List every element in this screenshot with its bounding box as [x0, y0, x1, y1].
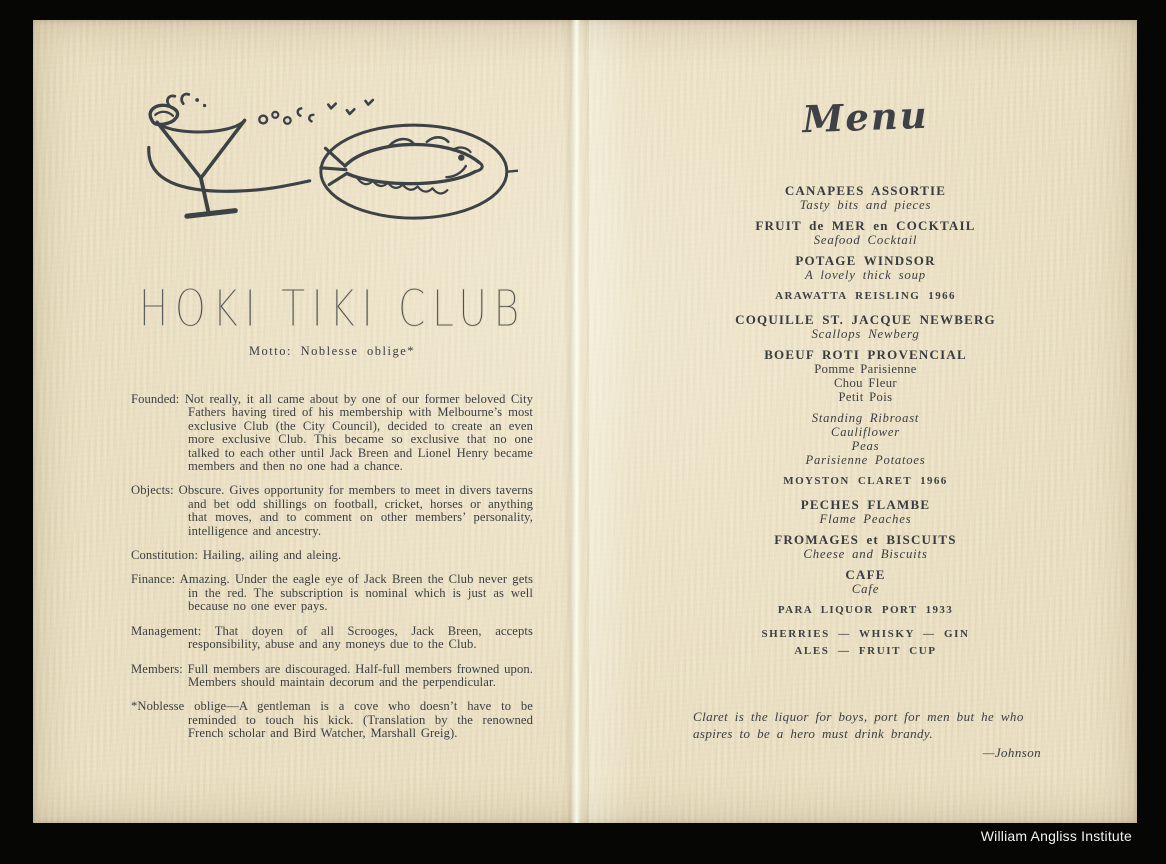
wine-line: MOYSTON CLARET 1966: [783, 475, 948, 487]
section-label: Founded:: [131, 392, 180, 406]
section-text: Not really, it all came about by one of our former beloved City Fathers having tired of his membership with Melbourne’s most exclusive Club (the City Council), decided to create an even more exclusive Club. This became so exclusive that no one talked to each other until Jack Breen and Lionel Henry became members and then no one had a chance.: [184, 392, 533, 474]
dish-description: Cafe: [851, 582, 880, 596]
side-dish: Cauliflower: [831, 425, 900, 439]
section-text: Full members are discouraged. Half-full members frowned upon. Members should maintain decorum and the perpendicular.: [187, 661, 533, 689]
club-title: HOKI TIKI CLUB: [138, 279, 526, 339]
section-finance: [131, 573, 533, 613]
dish-name: FRUIT de MER en COCKTAIL: [755, 218, 976, 233]
spirits-line: SHERRIES — WHISKY — GIN: [761, 628, 970, 640]
menu-item: [653, 567, 1078, 596]
dish-name: BOEUF ROTI PROVENCIAL: [764, 347, 967, 362]
menu-item: [653, 183, 1078, 212]
menu-item: [653, 218, 1078, 247]
section-text: Hailing, ailing and aleing.: [202, 548, 342, 563]
side-dish: Peas: [851, 439, 880, 453]
menu-item: [653, 497, 1078, 526]
section-constitution: [131, 549, 533, 562]
club-sections: [131, 393, 533, 741]
noblesse-oblige-footnote: *Noblesse oblige—A gentleman is a cove who doesn’t have to be reminded to touch his kick. (Translation by the renowned French scholar and Bird Watcher, Marshall Greig).: [131, 699, 533, 741]
dish-name: CANAPEES ASSORTIE: [784, 183, 947, 198]
dish-name: CAFE: [845, 567, 886, 582]
section-label: Finance:: [131, 572, 176, 587]
section-text: That doyen of all Scrooges, Jack Breen, accepts responsibility, abuse and any moneys due to the Club.: [188, 623, 533, 652]
section-label: Members:: [131, 661, 183, 676]
dish-description: Tasty bits and pieces: [799, 198, 932, 212]
right-page: [653, 92, 1078, 660]
section-text: Amazing. Under the eagle eye of Jack Breen the Club never gets in the red. The subscription is nominal which is just as well because no one ever pays.: [179, 572, 533, 614]
dish-description: Flame Peaches: [819, 512, 912, 526]
course-list: [653, 183, 1078, 660]
section-label: Objects:: [131, 483, 174, 498]
section-label: Management:: [131, 623, 202, 638]
wine-line: ARAWATTA REISLING 1966: [775, 290, 956, 302]
dish-description: Scallops Newberg: [811, 327, 920, 341]
center-fold-highlight: [589, 20, 635, 823]
ales-line: ALES — FRUIT CUP: [794, 645, 937, 657]
left-page: [131, 90, 533, 752]
menu-card: [33, 20, 1137, 823]
archive-credit-line: William Angliss Institute: [980, 828, 1132, 844]
section-objects: [131, 484, 533, 538]
menu-item: [653, 312, 1078, 341]
dish-name: POTAGE WINDSOR: [795, 253, 936, 268]
dish-description: Seafood Cocktail: [813, 233, 918, 247]
english-sides-group: [653, 411, 1078, 467]
menu-item: [653, 253, 1078, 282]
club-motto: Motto: Noblesse oblige*: [248, 344, 416, 358]
side-dish: Chou Fleur: [833, 376, 898, 390]
section-label: Constitution:: [131, 548, 199, 563]
menu-item: [653, 347, 1078, 404]
section-founded: [131, 393, 533, 473]
menu-title: Menu: [801, 92, 930, 142]
side-dish: Petit Pois: [838, 390, 893, 404]
side-dish: Standing Ribroast: [811, 411, 920, 425]
quote-text: Claret is the liquor for boys, port for men but he who aspires to be a hero must drink brandy.: [693, 709, 1024, 741]
quote-attribution: —Johnson: [982, 745, 1041, 760]
dish-name: FROMAGES et BISCUITS: [774, 532, 957, 547]
dish-name: COQUILLE ST. JACQUE NEWBERG: [735, 312, 996, 327]
cocktail-and-fish-illustration: [146, 90, 518, 242]
section-management: [131, 625, 533, 652]
dish-description: Cheese and Biscuits: [803, 547, 928, 561]
dish-description: A lovely thick soup: [805, 268, 926, 282]
wine-line: PARA LIQUOR PORT 1933: [777, 604, 954, 616]
section-text: Obscure. Gives opportunity for members to meet in divers taverns and bet odd shillings on football, cricket, horses or anything that moves, and to comment on other members’ personality, intelligence and ancestry.: [178, 483, 533, 538]
claret-quote: [693, 708, 1045, 761]
side-dish: Parisienne Potatoes: [805, 453, 926, 467]
center-fold-crease: [563, 20, 589, 823]
section-members: [131, 663, 533, 690]
dish-name: PECHES FLAMBE: [800, 497, 931, 512]
menu-item: [653, 532, 1078, 561]
side-dish: Pomme Parisienne: [814, 362, 917, 376]
